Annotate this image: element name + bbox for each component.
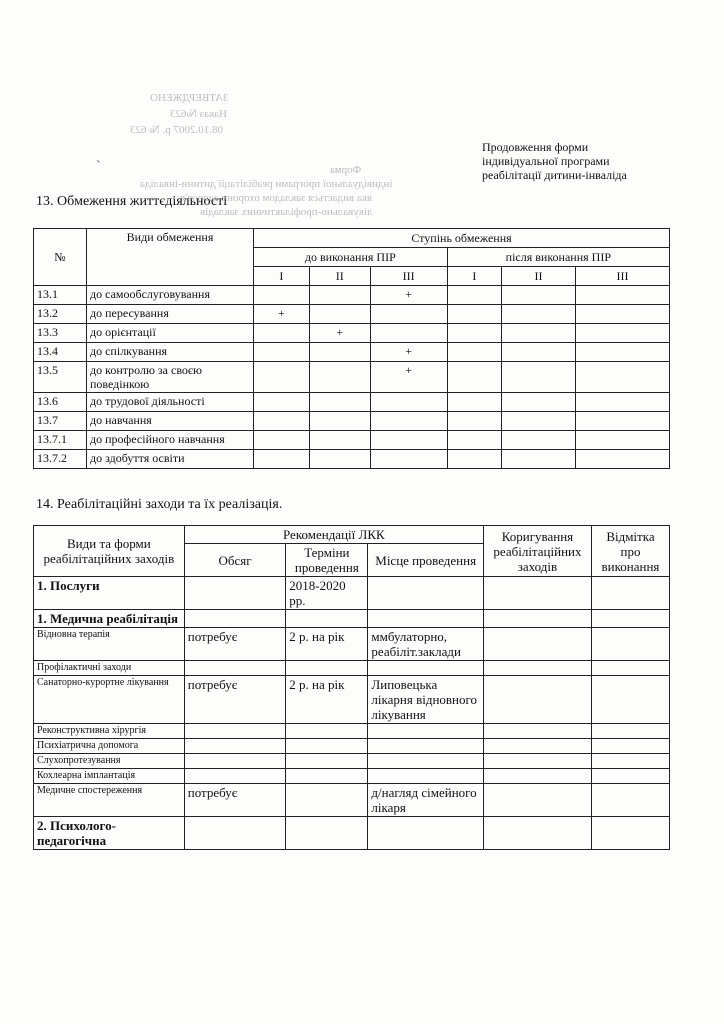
row-label: до орієнтації (87, 324, 254, 343)
degree-mark (309, 450, 370, 469)
degree-mark (576, 324, 670, 343)
row-number: 13.7.1 (34, 431, 87, 450)
measure-correction (483, 739, 591, 754)
measure-terms: 2 р. на рік (286, 676, 368, 724)
measure-place (368, 661, 484, 676)
measure-type: Профілактичні заходи (34, 661, 185, 676)
degree-mark (309, 412, 370, 431)
degree-mark: + (254, 305, 310, 324)
ghost-approved: ЗАТВЕРДЖЕНО (150, 92, 229, 104)
row-number: 13.2 (34, 305, 87, 324)
measure-place (368, 577, 484, 610)
degree-mark (254, 450, 310, 469)
measure-correction (483, 769, 591, 784)
table-row (34, 412, 670, 431)
measure-mark (591, 628, 669, 661)
ghost-form-line1: індивідуальної програми реабілітації дитини-інваліда (140, 178, 393, 190)
measure-terms: 2018-2020 рр. (286, 577, 368, 610)
note-line-1: Продовження форми (482, 140, 589, 154)
table-row (34, 286, 670, 305)
row-label: до професійного навчання (87, 431, 254, 450)
degree-mark (370, 412, 447, 431)
degree-mark (501, 412, 575, 431)
measure-place (368, 739, 484, 754)
row-label: до трудової діяльності (87, 393, 254, 412)
measure-correction (483, 817, 591, 850)
measure-place: Липовецька лікарня відновного лікування (368, 676, 484, 724)
degree-mark (501, 343, 575, 362)
measure-type: Медичне спостереження (34, 784, 185, 817)
measure-place (368, 769, 484, 784)
row-number: 13.4 (34, 343, 87, 362)
col-lkk-header: Рекомендації ЛКК (184, 526, 483, 544)
ghost-form-line3: лікувально-профілактичних закладів (200, 206, 373, 218)
measure-mark (591, 661, 669, 676)
degree-mark (501, 362, 575, 393)
degree-mark: + (370, 286, 447, 305)
degree-mark (309, 393, 370, 412)
level-header: II (501, 267, 575, 286)
table-row (34, 610, 670, 628)
col-types-header: Види та форми реабілітаційних заходів (34, 526, 185, 577)
measure-mark (591, 769, 669, 784)
level-header: II (309, 267, 370, 286)
row-number: 13.3 (34, 324, 87, 343)
measure-mark (591, 739, 669, 754)
table-row (34, 661, 670, 676)
row-label: до навчання (87, 412, 254, 431)
table-row (34, 431, 670, 450)
table-row (34, 724, 670, 739)
row-number: 13.6 (34, 393, 87, 412)
measure-volume (184, 610, 286, 628)
measure-type: Кохлеарна імплантація (34, 769, 185, 784)
degree-mark (254, 393, 310, 412)
ghost-form-line2: яка видається закладом охорони здоров'я (180, 192, 373, 204)
col-before-header: до виконання ПІР (254, 248, 448, 267)
measure-type: 1. Послуги (34, 577, 185, 610)
degree-mark (309, 362, 370, 393)
level-header: I (447, 267, 501, 286)
measure-volume (184, 577, 286, 610)
col-number-header: № (34, 229, 87, 286)
note-line-2: індивідуальної програми (482, 154, 610, 168)
table-row (34, 305, 670, 324)
table-row (34, 577, 670, 610)
degree-mark (576, 431, 670, 450)
degree-mark (501, 393, 575, 412)
row-label: до здобуття освіти (87, 450, 254, 469)
table-row (34, 676, 670, 724)
degree-mark (447, 393, 501, 412)
measure-place (368, 724, 484, 739)
measure-correction (483, 754, 591, 769)
measure-mark (591, 724, 669, 739)
degree-mark (447, 362, 501, 393)
col-after-header: після виконання ПІР (447, 248, 669, 267)
row-label: до спілкування (87, 343, 254, 362)
measure-correction (483, 676, 591, 724)
ghost-date: 08.10.2007 р. № 623 (130, 124, 223, 136)
measure-terms (286, 754, 368, 769)
degree-mark (254, 431, 310, 450)
measure-mark (591, 784, 669, 817)
measure-correction (483, 577, 591, 610)
degree-mark (447, 343, 501, 362)
degree-mark (576, 305, 670, 324)
degree-mark (370, 305, 447, 324)
limitations-table (33, 228, 670, 469)
col-place-header: Місце проведення (368, 544, 484, 577)
measure-place (368, 754, 484, 769)
degree-mark (447, 431, 501, 450)
col-types-header: Види обмеження (87, 229, 254, 286)
measure-mark (591, 754, 669, 769)
degree-mark (447, 324, 501, 343)
measure-place: д/нагляд сімейного лікаря (368, 784, 484, 817)
measure-correction (483, 724, 591, 739)
degree-mark: + (370, 362, 447, 393)
table-row (34, 450, 670, 469)
measure-mark (591, 676, 669, 724)
ghost-form: Форма (330, 164, 362, 176)
col-volume-header: Обсяг (184, 544, 286, 577)
degree-mark (447, 286, 501, 305)
measure-type: Відновна терапія (34, 628, 185, 661)
measure-volume: потребує (184, 676, 286, 724)
degree-mark (447, 412, 501, 431)
degree-mark (576, 450, 670, 469)
measure-place: ммбулаторно, реабіліт.заклади (368, 628, 484, 661)
degree-mark (370, 450, 447, 469)
measure-type: Санаторно-курортне лікування (34, 676, 185, 724)
degree-mark (370, 431, 447, 450)
col-terms-header: Терміни проведення (286, 544, 368, 577)
degree-mark (309, 343, 370, 362)
measure-volume: потребує (184, 784, 286, 817)
degree-mark (447, 305, 501, 324)
table-row (34, 769, 670, 784)
table-row (34, 343, 670, 362)
degree-mark (254, 362, 310, 393)
degree-mark (254, 343, 310, 362)
measure-type: Слухопротезування (34, 754, 185, 769)
measure-volume (184, 739, 286, 754)
row-number: 13.7 (34, 412, 87, 431)
measure-correction (483, 661, 591, 676)
degree-mark (576, 362, 670, 393)
table-row (34, 393, 670, 412)
table-row (34, 784, 670, 817)
section-13-title: 13. Обмеження життєдіяльності (36, 194, 228, 209)
degree-mark (501, 286, 575, 305)
table-row (34, 754, 670, 769)
degree-mark: + (309, 324, 370, 343)
degree-mark (576, 286, 670, 305)
table-row (34, 817, 670, 850)
scan-speck: ˴ (96, 153, 101, 168)
degree-mark (576, 393, 670, 412)
row-label: до контролю за своєю поведінкою (87, 362, 254, 393)
row-label: до самообслуговування (87, 286, 254, 305)
degree-mark (370, 393, 447, 412)
table-row (34, 362, 670, 393)
measure-terms (286, 769, 368, 784)
degree-mark (576, 343, 670, 362)
measure-type: Реконструктивна хірургія (34, 724, 185, 739)
row-number: 13.7.2 (34, 450, 87, 469)
measure-volume: потребує (184, 628, 286, 661)
measure-correction (483, 784, 591, 817)
level-header: III (576, 267, 670, 286)
row-number: 13.1 (34, 286, 87, 305)
measure-mark (591, 817, 669, 850)
measure-terms (286, 610, 368, 628)
measure-volume (184, 661, 286, 676)
degree-mark (254, 324, 310, 343)
degree-mark (309, 305, 370, 324)
measure-terms (286, 724, 368, 739)
measure-correction (483, 610, 591, 628)
rehabilitation-table (33, 525, 670, 850)
degree-mark (501, 305, 575, 324)
measure-volume (184, 724, 286, 739)
measure-volume (184, 754, 286, 769)
measure-terms (286, 661, 368, 676)
measure-volume (184, 769, 286, 784)
row-label: до пересування (87, 305, 254, 324)
degree-mark (501, 324, 575, 343)
form-continuation-note (482, 140, 627, 182)
degree-mark: + (370, 343, 447, 362)
col-degree-header: Ступінь обмеження (254, 229, 670, 248)
degree-mark (309, 431, 370, 450)
row-number: 13.5 (34, 362, 87, 393)
measure-terms (286, 817, 368, 850)
degree-mark (501, 450, 575, 469)
degree-mark (501, 431, 575, 450)
degree-mark (370, 324, 447, 343)
ghost-order: Наказ №623 (170, 108, 227, 120)
degree-mark (254, 412, 310, 431)
level-header: I (254, 267, 310, 286)
section-14-title: 14. Реабілітаційні заходи та їх реалізація. (36, 497, 283, 512)
measure-type: 2. Психолого-педагогічна (34, 817, 185, 850)
measure-terms (286, 739, 368, 754)
measure-type: Психіатрична допомога (34, 739, 185, 754)
col-mark-header: Відмітка про виконання (591, 526, 669, 577)
measure-correction (483, 628, 591, 661)
measure-place (368, 817, 484, 850)
measure-type: 1. Медична реабілітація (34, 610, 185, 628)
measure-mark (591, 610, 669, 628)
degree-mark (576, 412, 670, 431)
table-row (34, 628, 670, 661)
degree-mark (254, 286, 310, 305)
measure-terms (286, 784, 368, 817)
table-row (34, 324, 670, 343)
degree-mark (309, 286, 370, 305)
col-correction-header: Коригування реабілітаційних заходів (483, 526, 591, 577)
degree-mark (447, 450, 501, 469)
measure-place (368, 610, 484, 628)
measure-terms: 2 р. на рік (286, 628, 368, 661)
note-line-3: реабілітації дитини-інваліда (482, 168, 627, 182)
level-header: III (370, 267, 447, 286)
measure-volume (184, 817, 286, 850)
table-row (34, 739, 670, 754)
measure-mark (591, 577, 669, 610)
